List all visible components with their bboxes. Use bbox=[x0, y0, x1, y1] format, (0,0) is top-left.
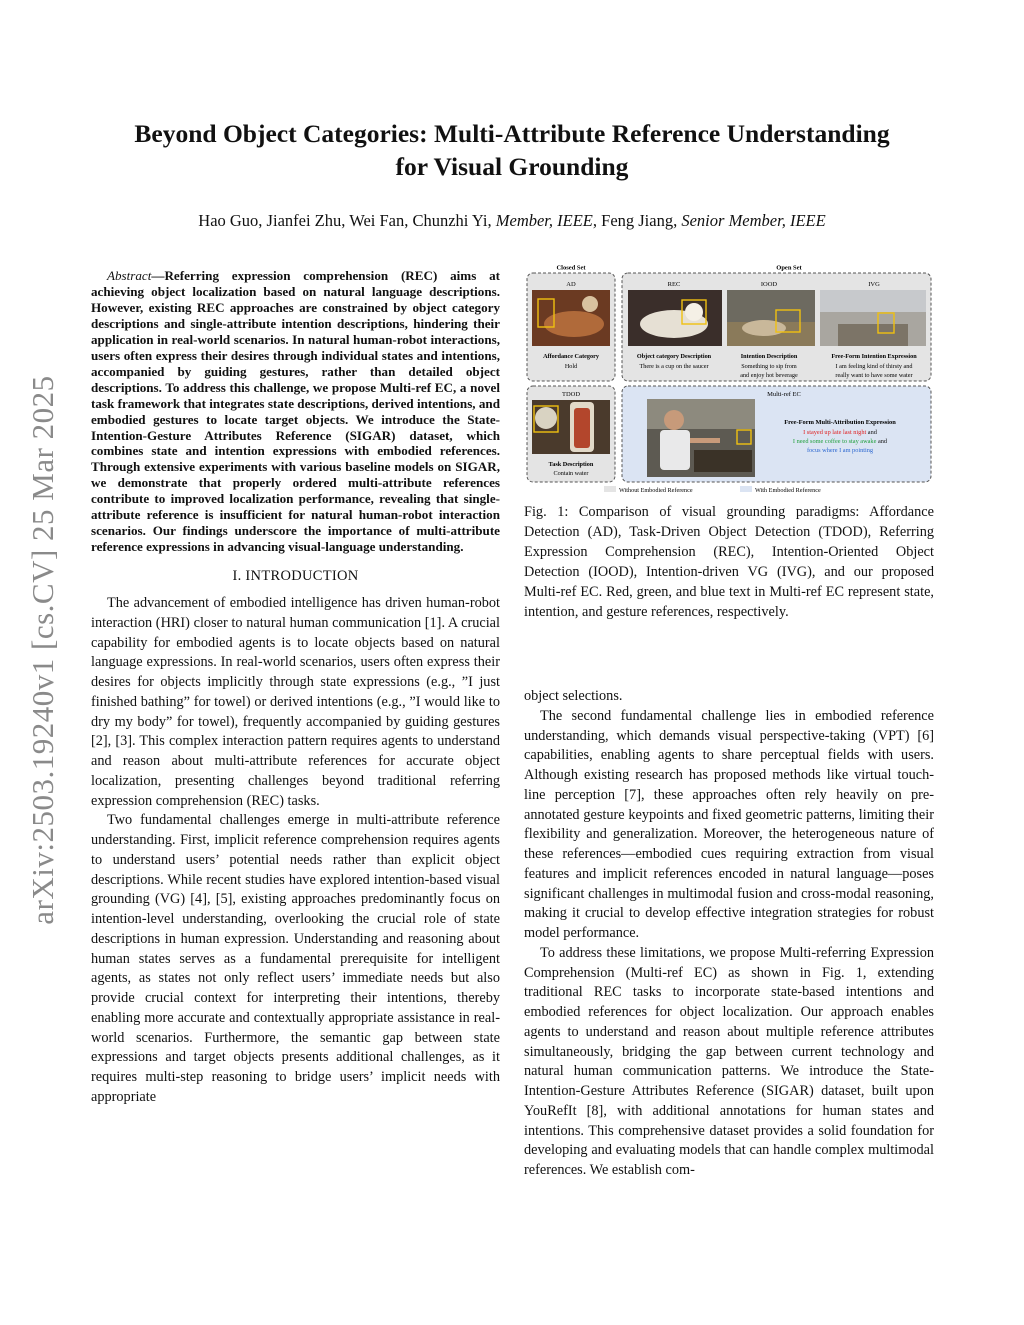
legend-with: With Embodied Reference bbox=[755, 487, 821, 494]
tdod-label: Task Description bbox=[548, 461, 594, 468]
ivg-tag: IVG bbox=[868, 281, 880, 288]
multiref-photo-table bbox=[694, 450, 752, 472]
multiref-state: I stayed up late last night bbox=[803, 429, 867, 436]
multiref-photo-wall bbox=[647, 399, 755, 429]
multiref-tag: Multi-ref EC bbox=[767, 391, 801, 398]
intro-paragraph-2-continued: object selections. bbox=[524, 688, 623, 704]
tdod-tag: TDOD bbox=[561, 391, 581, 398]
rec-tag: REC bbox=[667, 281, 681, 288]
author-role-2: Senior Member, IEEE bbox=[681, 211, 826, 230]
author-list bbox=[100, 211, 924, 231]
intro-paragraph-4: To address these limitations, we propose Multi-referring Expression Comprehension (Multi-ref EC) as shown in Fig. 1, extending traditional REC tasks to incorporate state-based intentions and embodied references for object localization. Our approach enables agents to understand and reason about multiple reference attributes simultaneously, bridging the gap between current technology and natural human communication patterns. We introduce the State-Intention-Gesture Attributes Reference (SIGAR) dataset, built upon YouRefIt [8], with additional annotations for human states and intentions. This comprehensive dataset provides a solid foundation for developing and evaluating models that can handle complex multimodal references. We establish com- bbox=[524, 944, 934, 1178]
multiref-gesture: focus where I am pointing bbox=[806, 447, 874, 454]
ad-tag: AD bbox=[566, 281, 576, 288]
iood-desc-2: and enjoy hot beverage bbox=[740, 372, 798, 379]
ad-photo-dish bbox=[544, 311, 604, 337]
iood-photo-plate bbox=[742, 320, 786, 336]
tdod-desc: Contain water bbox=[553, 470, 589, 477]
ad-desc: Hold bbox=[564, 363, 578, 370]
intro-left-body bbox=[91, 594, 500, 1108]
rec-photo-cup bbox=[685, 303, 703, 321]
legend-swatch-with bbox=[740, 486, 752, 492]
abstract-label: Abstract bbox=[107, 268, 152, 283]
intro-paragraph-2: Two fundamental challenges emerge in multi-attribute reference understanding. First, implicit reference comprehension requires agents to understand users’ potential needs rather than explicit object descriptions. While recent studies have explored intention-based visual grounding (VG) [4], [5], existing approaches predominantly focus on intention-level understanding, overlooking the crucial role of state descriptions in human expression. Understanding and reasoning about human states serves as a fundamental prerequisite for intelligent agents, as states not only reflect users’ immediate needs but also provide crucial context for interpreting their intentions, thereby enabling more accurate and contextually appropriate assistance in real-world scenarios. Furthermore, the semantic gap between state expressions and target objects presents additional challenges, as it requires multi-step reasoning to bridge users’ implicit needs with appropriate bbox=[91, 812, 500, 1105]
abstract-dash: — bbox=[151, 268, 165, 283]
multiref-and-2: and bbox=[876, 438, 888, 445]
open-set-label: Open Set bbox=[776, 264, 802, 272]
closed-set-label: Closed Set bbox=[556, 264, 586, 272]
authors-names-2: , Feng Jiang, bbox=[592, 211, 678, 230]
legend-swatch-without bbox=[604, 486, 616, 492]
ivg-desc-1: I am feeling kind of thirsty and bbox=[835, 363, 913, 370]
multiref-line-2 bbox=[793, 438, 888, 445]
multiref-line-1 bbox=[803, 429, 878, 436]
abstract-text: Referring expression comprehension (REC) aims at achieving object localization based on natural language descriptions. However, existing REC approaches are constrained by object category descriptions and single-attribute intention descriptions, hindering their application in real-world scenarios. In natural human-robot interactions, users often express their desires through individual states and intentions, accompanied by guiding gestures, rather than detailed object descriptions. To address this challenge, we propose Multi-ref EC, a novel task framework that integrates state descriptions, derived intentions, and embodied gestures to locate target objects. We introduce the State-Intention-Gesture Attributes Reference (SIGAR) dataset, which combines state and intention expressions with embodied references. Through extensive experiments with various baseline models on SIGAR, we demonstrate that properly ordered multi-attribute references contribute to improved localization performance, revealing that single-attribute reference is insufficient for natural human-robot interaction scenarios. Our findings underscore the importance of multi-attribute reference expressions in advancing visual-language understanding. bbox=[91, 268, 500, 555]
ad-photo-cup bbox=[582, 296, 598, 312]
legend-without: Without Embodied Reference bbox=[619, 487, 693, 494]
rec-desc: There is a cup on the saucer bbox=[639, 363, 709, 370]
authors-names-1: Hao Guo, Jianfei Zhu, Wei Fan, Chunzhi Yi, bbox=[198, 211, 492, 230]
tdod-photo-sausage bbox=[574, 408, 590, 448]
multiref-and-1: and bbox=[866, 429, 877, 436]
rec-label: Object category Description bbox=[636, 353, 712, 360]
ivg-photo-wall bbox=[820, 290, 926, 312]
caption-text: Comparison of visual grounding paradigms: Affordance Detection (AD), Task-Driven Object Detection (TDOD), Referring Expression Comprehension (REC), Intention-Oriented Object Detection (IOOD), Intention-driven VG (IVG), and our proposed Multi-ref EC. Red, green, and blue text in Multi-ref EC represent state, intention, and gesture references, respectively. bbox=[524, 504, 934, 620]
figure-1 bbox=[524, 262, 934, 498]
abstract bbox=[91, 268, 500, 555]
iood-label: Intention Description bbox=[740, 353, 798, 360]
ivg-desc-2: really want to have some water bbox=[835, 372, 913, 379]
intro-paragraph-3: The second fundamental challenge lies in embodied reference understanding, which demands visual perspective-taking (VPT) [6] capabilities, enabling agents to share perceptual fields with users. Although existing research has proposed methods like virtual touch-line perception [7], these approaches often rely heavily on pre-annotated gesture keypoints and fixed geometric patterns, limiting their flexibility and generalization. Moreover, the heterogeneous nature of these references—embodied cues requiring extraction from visual features and implicit references encoded in natural language—poses significant challenges in multimodal fusion and cross-modal reasoning, making it crucial to develop effective integration strategies for robust model performance. bbox=[524, 707, 934, 941]
title-line-2: for Visual Grounding bbox=[395, 152, 629, 181]
multiref-label: Free-Form Multi-Attribution Expression bbox=[784, 419, 896, 426]
author-role-1: Member, IEEE bbox=[495, 211, 593, 230]
left-column bbox=[91, 268, 500, 1108]
tdod-photo-cup bbox=[535, 407, 557, 429]
right-column-body bbox=[524, 687, 934, 1181]
caption-label: Fig. 1: bbox=[524, 504, 569, 520]
section-heading-introduction: I. INTRODUCTION bbox=[232, 568, 359, 585]
ad-label: Affordance Category bbox=[543, 353, 599, 360]
iood-desc-1: Something to sip from bbox=[741, 363, 797, 370]
title-line-1: Beyond Object Categories: Multi-Attribute Reference Understanding bbox=[134, 119, 890, 148]
multiref-photo-arm bbox=[690, 438, 720, 443]
multiref-intention: I need some coffee to stay awake bbox=[792, 438, 877, 445]
ivg-label: Free-Form Intention Expression bbox=[831, 353, 917, 360]
ivg-photo-table bbox=[838, 324, 908, 346]
arxiv-identifier: arXiv:2503.19240v1 [cs.CV] 25 Mar 2025 bbox=[25, 375, 60, 925]
multiref-photo-head bbox=[664, 410, 684, 430]
iood-tag: IOOD bbox=[760, 281, 778, 288]
multiref-photo-person bbox=[660, 430, 690, 470]
figure-1-caption bbox=[524, 503, 934, 622]
intro-paragraph-1: The advancement of embodied intelligence has driven human-robot interaction (HRI) closer to natural human communication [1]. A crucial capability for embodied agents is to locate objects based on natural language expressions. In real-world scenarios, users often express their desires for objects implicitly through state expressions (e.g., ”I just finished bathing” for towel) or derived intentions (e.g., ”I would like to dry my body” for towel), frequently accompanied by guiding gestures [2], [3]. This complex interaction pattern requires agents to understand and reason about multi-attribute references for accurate object localization, presenting challenges beyond traditional referring expression comprehension (REC) tasks. bbox=[91, 595, 500, 809]
paper-title bbox=[100, 117, 924, 183]
